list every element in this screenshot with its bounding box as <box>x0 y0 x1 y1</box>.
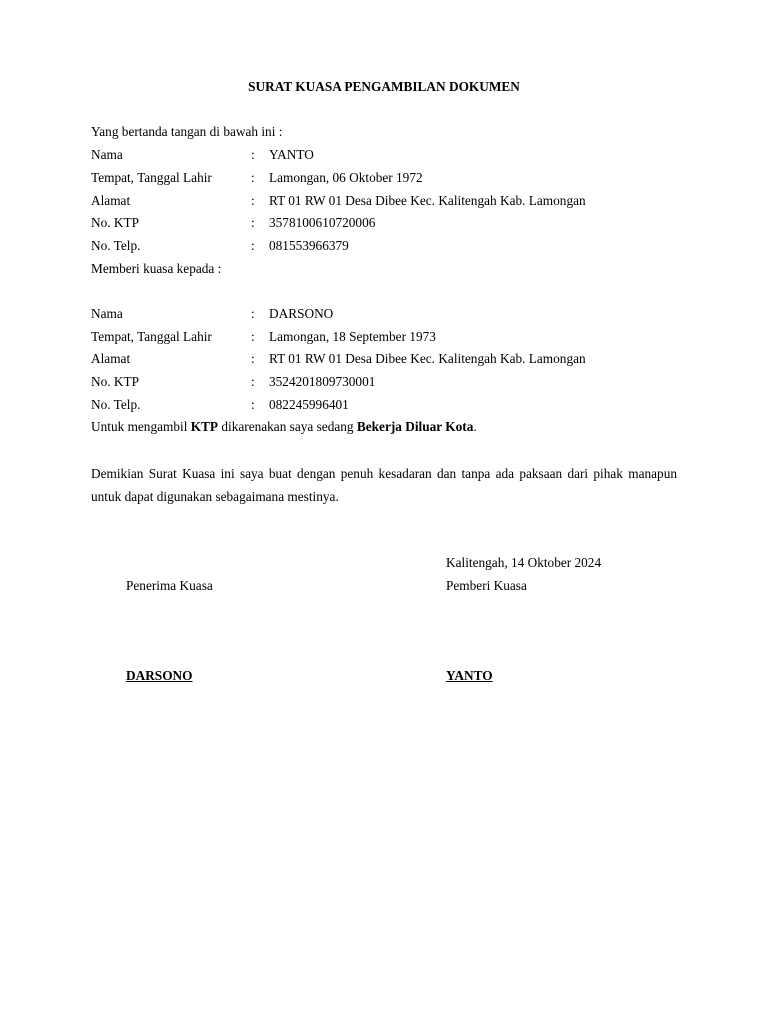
field-label: No. KTP <box>91 215 140 230</box>
field-separator: : <box>251 329 255 344</box>
intro-text: Yang bertanda tangan di bawah ini : <box>91 124 283 139</box>
grantor-phone-row <box>91 238 691 254</box>
field-value: 081553966379 <box>269 238 349 253</box>
field-value: 3578100610720006 <box>269 215 376 230</box>
field-value: RT 01 RW 01 Desa Dibee Kec. Kalitengah Kab. Lamongan <box>269 193 586 208</box>
field-separator: : <box>251 193 255 208</box>
field-separator: : <box>251 238 255 253</box>
field-label: Tempat, Tanggal Lahir <box>91 170 212 185</box>
field-label: Tempat, Tanggal Lahir <box>91 329 212 344</box>
closing-paragraph: Demikian Surat Kuasa ini saya buat dengan penuh kesadaran dan tanpa ada paksaan dari pihak manapun untuk dapat digunakan sebagaimana mestinya. <box>91 466 677 504</box>
grantee-address-row <box>91 351 691 367</box>
grantor-name-row <box>91 147 691 163</box>
field-value: 082245996401 <box>269 397 349 412</box>
field-value: DARSONO <box>269 306 334 321</box>
document-title: SURAT KUASA PENGAMBILAN DOKUMEN <box>248 79 520 94</box>
field-separator: : <box>251 170 255 185</box>
purpose-part: Untuk mengambil <box>91 419 191 434</box>
field-separator: : <box>251 306 255 321</box>
grantee-ktp-row <box>91 374 691 390</box>
field-separator: : <box>251 215 255 230</box>
purpose-document: KTP <box>190 419 219 434</box>
field-separator: : <box>251 374 255 389</box>
purpose-part: . <box>473 419 477 434</box>
field-value: YANTO <box>269 147 314 162</box>
purpose-text <box>91 419 477 435</box>
grantor-address-row <box>91 193 691 209</box>
field-label: No. Telp. <box>91 397 141 412</box>
grantee-name-row <box>91 306 691 322</box>
giver-label: Pemberi Kuasa <box>446 578 527 593</box>
field-value: Lamongan, 18 September 1973 <box>269 329 436 344</box>
field-label: No. KTP <box>91 374 140 389</box>
field-value: RT 01 RW 01 Desa Dibee Kec. Kalitengah Kab. Lamongan <box>269 351 586 366</box>
receiver-label: Penerima Kuasa <box>126 578 213 593</box>
grantee-birth-row <box>91 329 691 345</box>
receiver-name: DARSONO <box>126 668 193 683</box>
grantee-phone-row <box>91 397 691 413</box>
field-separator: : <box>251 351 255 366</box>
field-label: Alamat <box>91 351 131 366</box>
field-label: Nama <box>91 147 123 162</box>
grantor-birth-row <box>91 170 691 186</box>
grant-text: Memberi kuasa kepada : <box>91 261 222 276</box>
grantor-ktp-row <box>91 215 691 231</box>
field-value: 3524201809730001 <box>269 374 376 389</box>
place-date: Kalitengah, 14 Oktober 2024 <box>446 555 602 570</box>
giver-name: YANTO <box>446 668 493 683</box>
purpose-reason: Bekerja Diluar Kota <box>356 419 474 434</box>
field-label: Nama <box>91 306 123 321</box>
field-value: Lamongan, 06 Oktober 1972 <box>269 170 423 185</box>
field-separator: : <box>251 397 255 412</box>
field-separator: : <box>251 147 255 162</box>
purpose-part: dikarenakan saya sedang <box>218 419 357 434</box>
field-label: No. Telp. <box>91 238 141 253</box>
field-label: Alamat <box>91 193 131 208</box>
